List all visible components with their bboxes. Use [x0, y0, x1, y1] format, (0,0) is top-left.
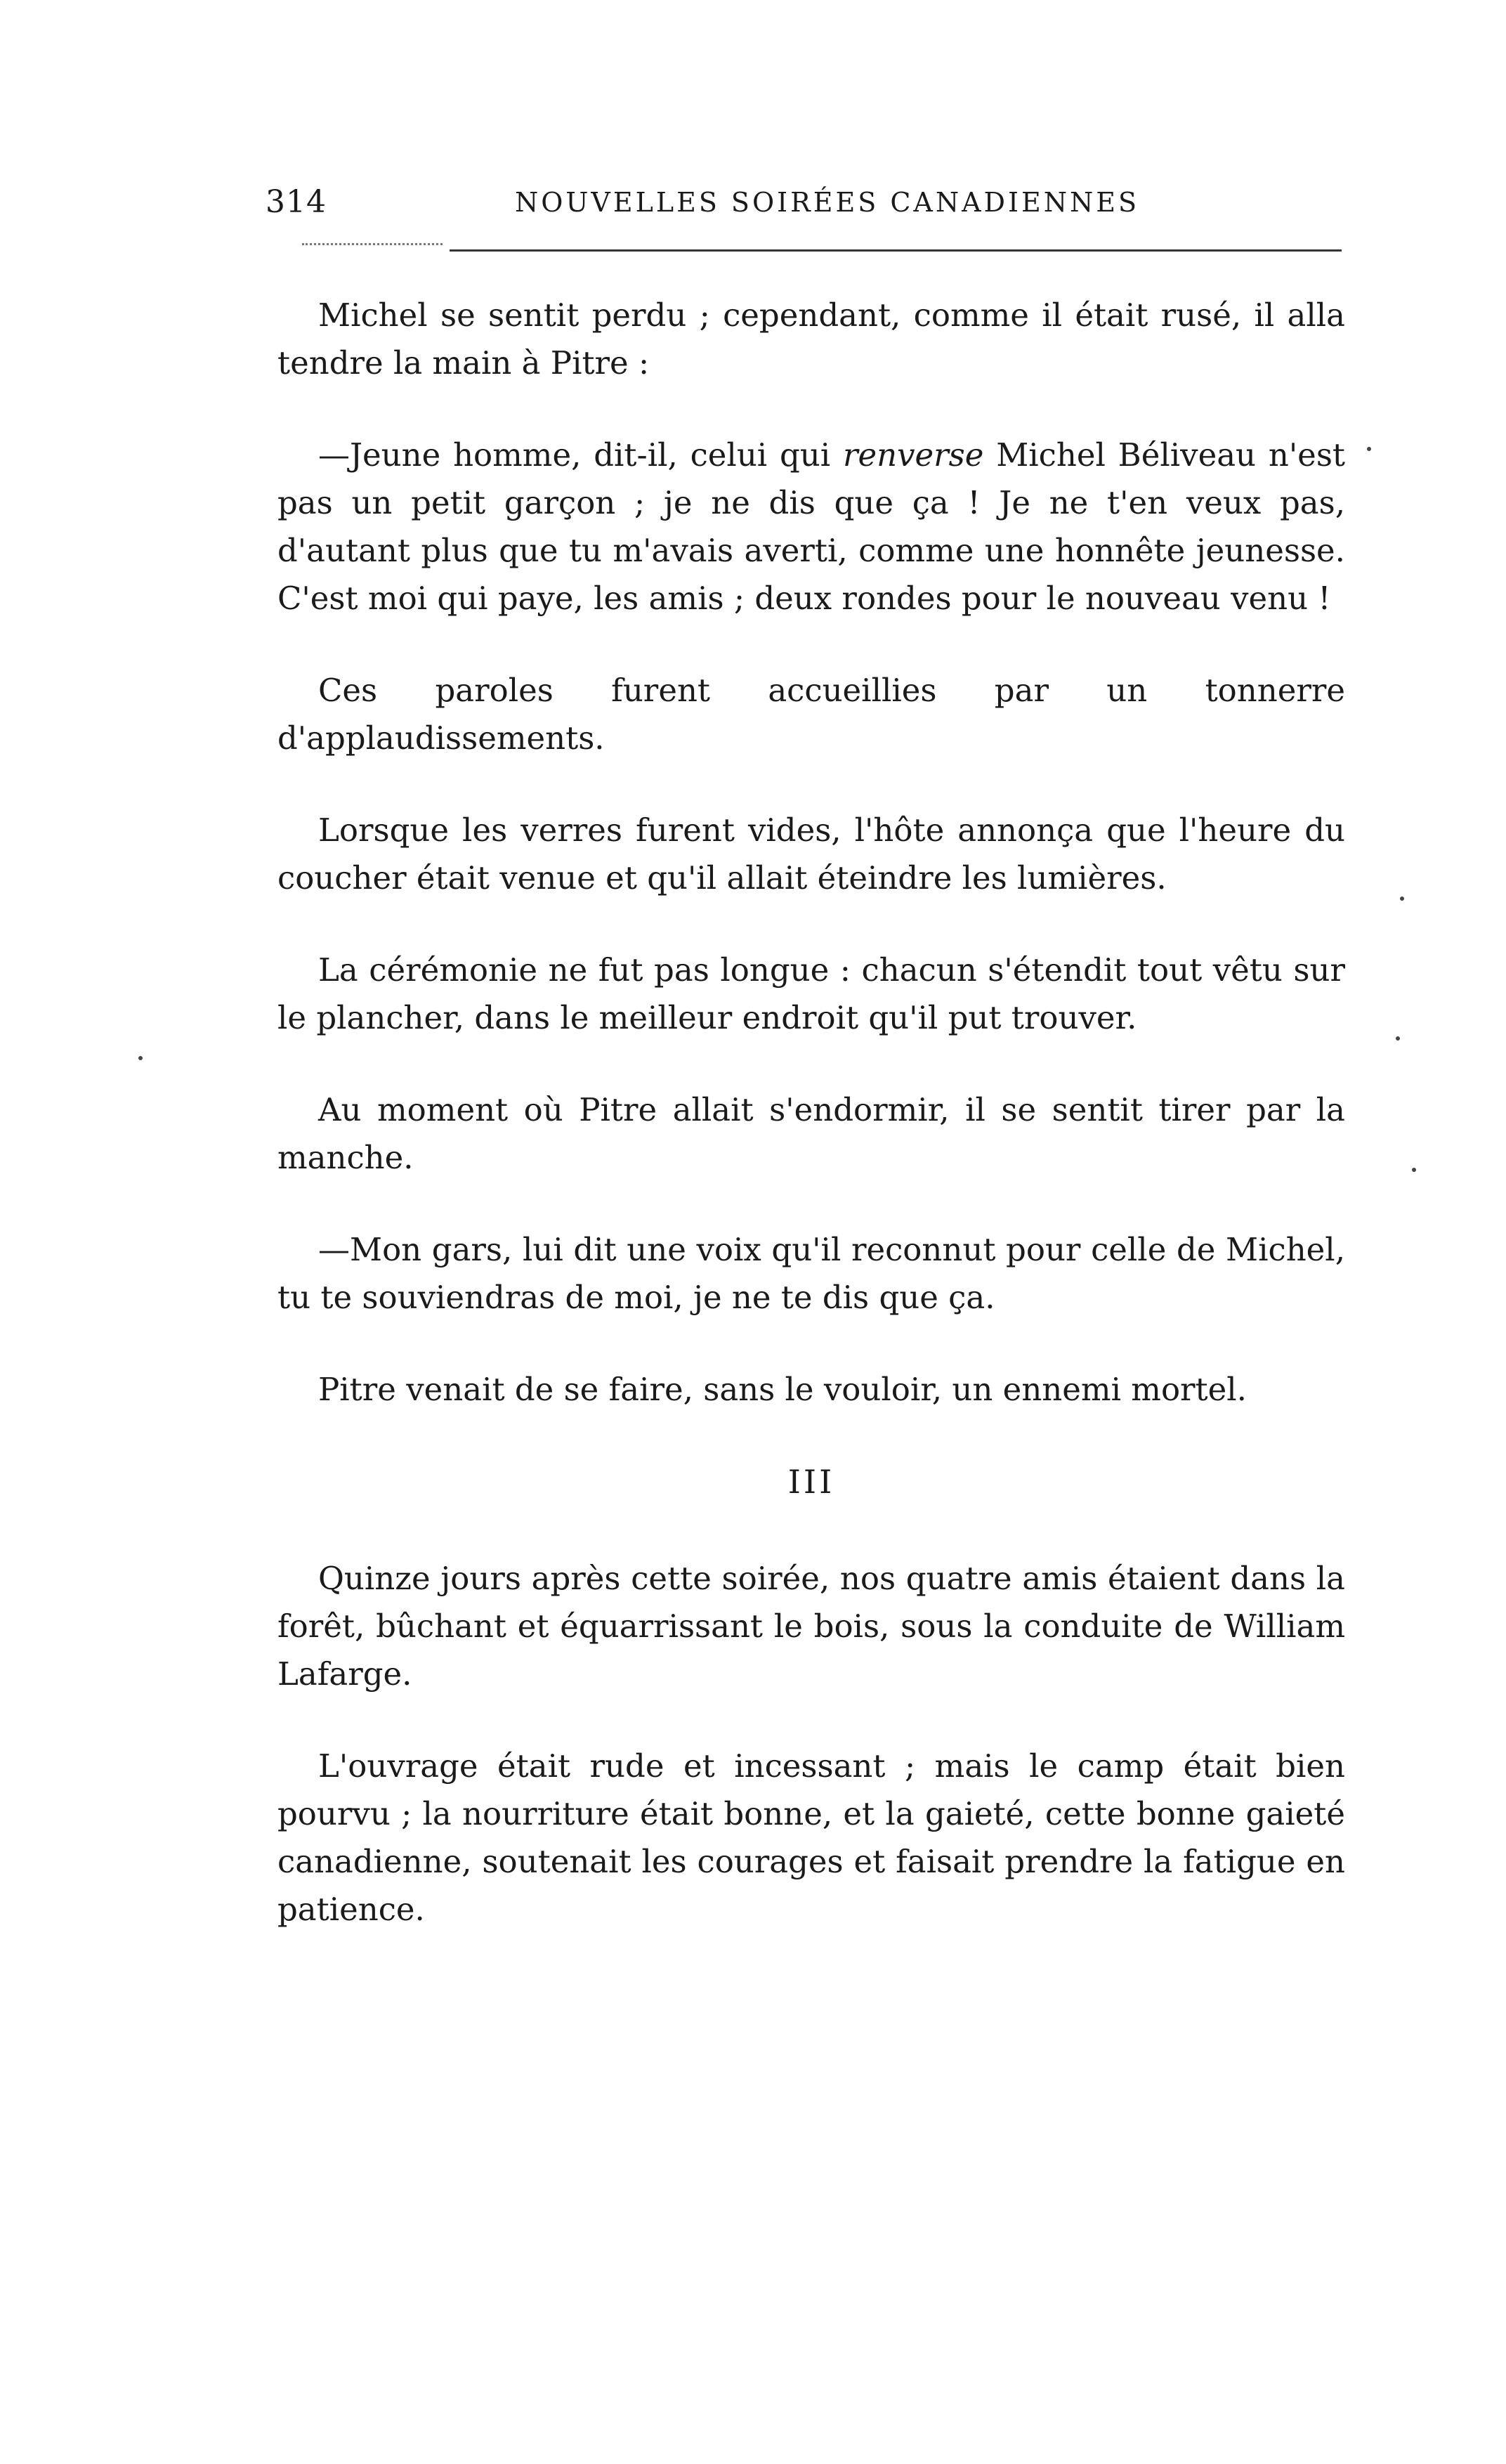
page-header: [266, 184, 1344, 226]
paragraph-text: Michel Béliveau n'est pas un petit garçon ; je ne dis que ça ! Je ne t'en veux pas, d'autant plus que tu m'avais averti, comme une honnête jeunesse. C'est moi qui paye, les amis ; deux rondes pour le nouveau venu !: [277, 436, 1345, 617]
paragraph-text: —Jeune homme, dit-il, celui qui: [318, 436, 843, 474]
header-rule-dotted: [302, 243, 443, 249]
print-speck: [1400, 897, 1404, 901]
print-speck: [1412, 1168, 1416, 1172]
paragraph: Ces paroles furent accueillies par un tonnerre d'applaudissements.: [277, 672, 1345, 757]
paragraph: [277, 431, 1345, 622]
paragraph: L'ouvrage était rude et incessant ; mais le camp était bien pourvu ; la nourriture était bonne, et la gaieté, cette bonne gaieté canadienne, soutenait les courages et faisait prendre la fatigue en patience.: [277, 1747, 1345, 1928]
page-number: 314: [266, 184, 327, 220]
body-text: [277, 292, 1345, 1934]
paragraph: —Mon gars, lui dit une voix qu'il reconnut pour celle de Michel, tu te souviendras de moi, je ne te dis que ça.: [277, 1231, 1345, 1316]
print-speck: [1367, 447, 1371, 451]
section-heading: III: [787, 1463, 835, 1501]
paragraph: Michel se sentit perdu ; cependant, comme il était rusé, il alla tendre la main à Pitre :: [277, 296, 1345, 382]
running-head: NOUVELLES SOIRÉES CANADIENNES: [515, 187, 1140, 218]
paragraph: Lorsque les verres furent vides, l'hôte annonça que l'heure du coucher était venue et qu'il allait éteindre les lumières.: [277, 811, 1345, 897]
paragraph: Quinze jours après cette soirée, nos quatre amis étaient dans la forêt, bûchant et équarrissant le bois, sous la conduite de William Lafarge.: [277, 1560, 1345, 1693]
header-rule: [450, 249, 1342, 252]
print-speck: [138, 1056, 143, 1060]
emphasized-word: renverse: [842, 436, 984, 474]
paragraph: Au moment où Pitre allait s'endormir, il se sentit tirer par la manche.: [277, 1091, 1345, 1176]
print-speck: [1396, 1036, 1400, 1041]
paragraph: La cérémonie ne fut pas longue : chacun s'étendit tout vêtu sur le plancher, dans le meilleur endroit qu'il put trouver.: [277, 951, 1345, 1036]
paragraph: Pitre venait de se faire, sans le vouloir, un ennemi mortel.: [318, 1371, 1247, 1408]
